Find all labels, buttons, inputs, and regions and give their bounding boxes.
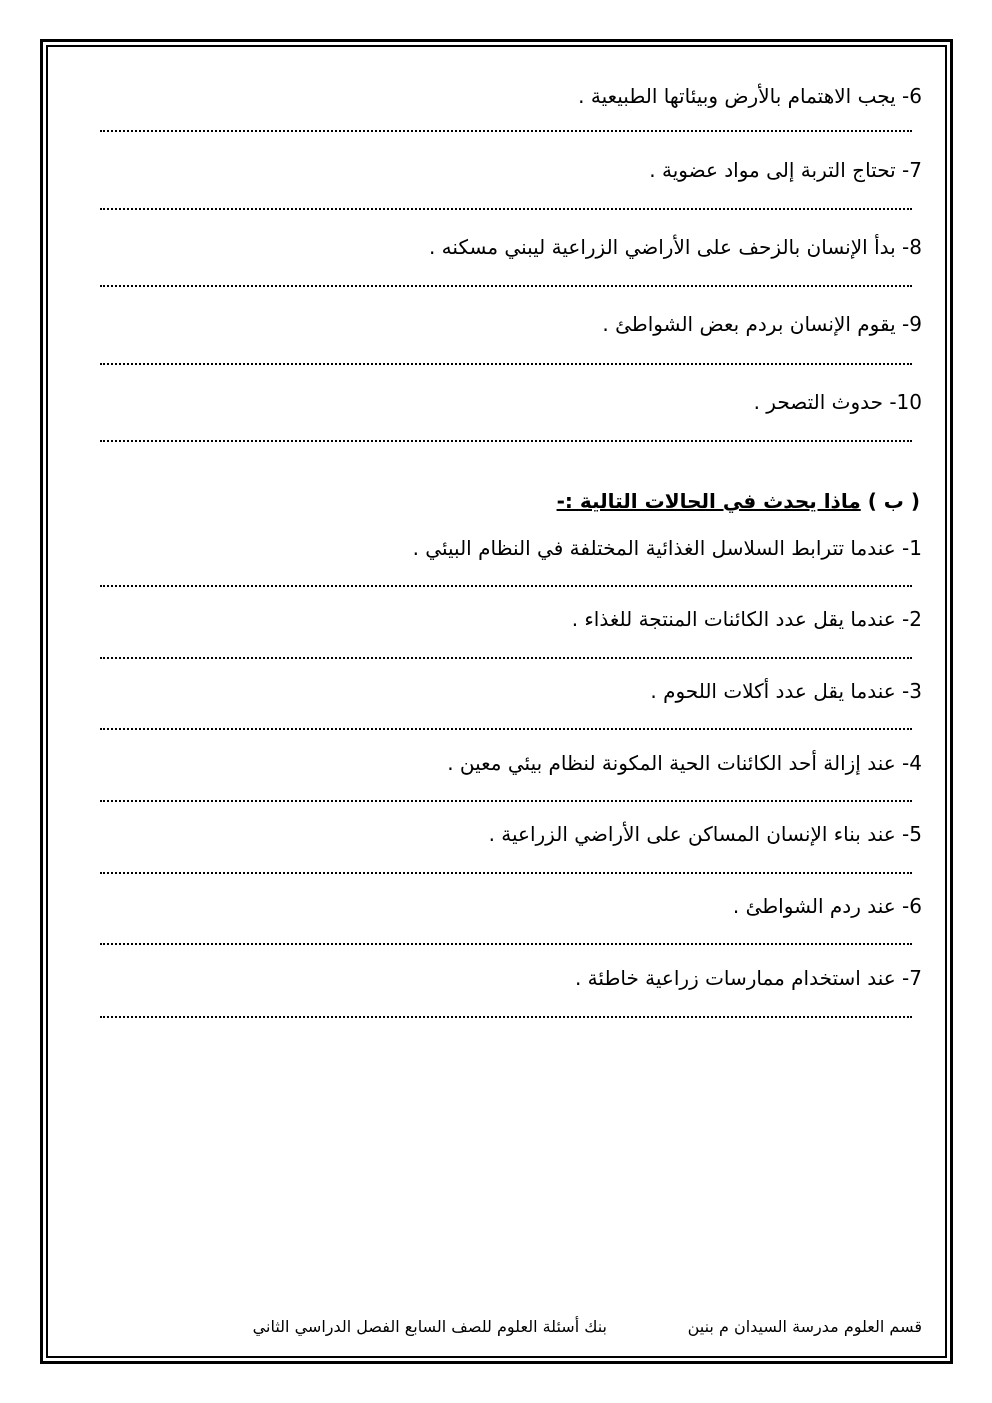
answer-line bbox=[100, 1016, 912, 1018]
question-b-3: 3- عندما يقل عدد أكلات اللحوم . bbox=[650, 679, 922, 703]
answer-line bbox=[100, 728, 912, 730]
question-b-1: 1- عندما تترابط السلاسل الغذائية المختلفة في النظام البيئي . bbox=[412, 536, 922, 560]
question-a-10: 10- حدوث التصحر . bbox=[753, 390, 922, 414]
footer-department: قسم العلوم مدرسة السيدان م بنين bbox=[687, 1317, 922, 1336]
section-b-title: ماذا يحدث في الحالات التالية :- bbox=[556, 489, 861, 513]
question-b-6: 6- عند ردم الشواطئ . bbox=[732, 894, 922, 918]
question-b-4: 4- عند إزالة أحد الكائنات الحية المكونة لنظام بيئي معين . bbox=[447, 751, 922, 775]
question-b-2: 2- عندما يقل عدد الكائنات المنتجة للغذاء . bbox=[571, 607, 922, 631]
question-b-5: 5- عند بناء الإنسان المساكن على الأراضي الزراعية . bbox=[488, 822, 922, 846]
question-a-8: 8- بدأ الإنسان بالزحف على الأراضي الزراعية ليبني مسكنه . bbox=[428, 235, 922, 259]
answer-line bbox=[100, 363, 912, 365]
answer-line bbox=[100, 440, 912, 442]
footer-bank: بنك أسئلة العلوم للصف السابع الفصل الدراسي الثاني bbox=[252, 1317, 607, 1336]
question-b-7: 7- عند استخدام ممارسات زراعية خاطئة . bbox=[574, 966, 922, 990]
answer-line bbox=[100, 285, 912, 287]
answer-line bbox=[100, 872, 912, 874]
answer-line bbox=[100, 585, 912, 587]
question-a-7: 7- تحتاج التربة إلى مواد عضوية . bbox=[649, 158, 922, 182]
section-b-heading bbox=[557, 488, 920, 514]
section-b-label: ( ب ) bbox=[867, 489, 920, 513]
answer-line bbox=[100, 800, 912, 802]
question-a-9: 9- يقوم الإنسان بردم بعض الشواطئ . bbox=[602, 312, 922, 336]
answer-line bbox=[100, 943, 912, 945]
answer-line bbox=[100, 657, 912, 659]
question-a-6: 6- يجب الاهتمام بالأرض وبيئاتها الطبيعية . bbox=[578, 84, 922, 108]
answer-line bbox=[100, 208, 912, 210]
answer-line bbox=[100, 130, 912, 132]
